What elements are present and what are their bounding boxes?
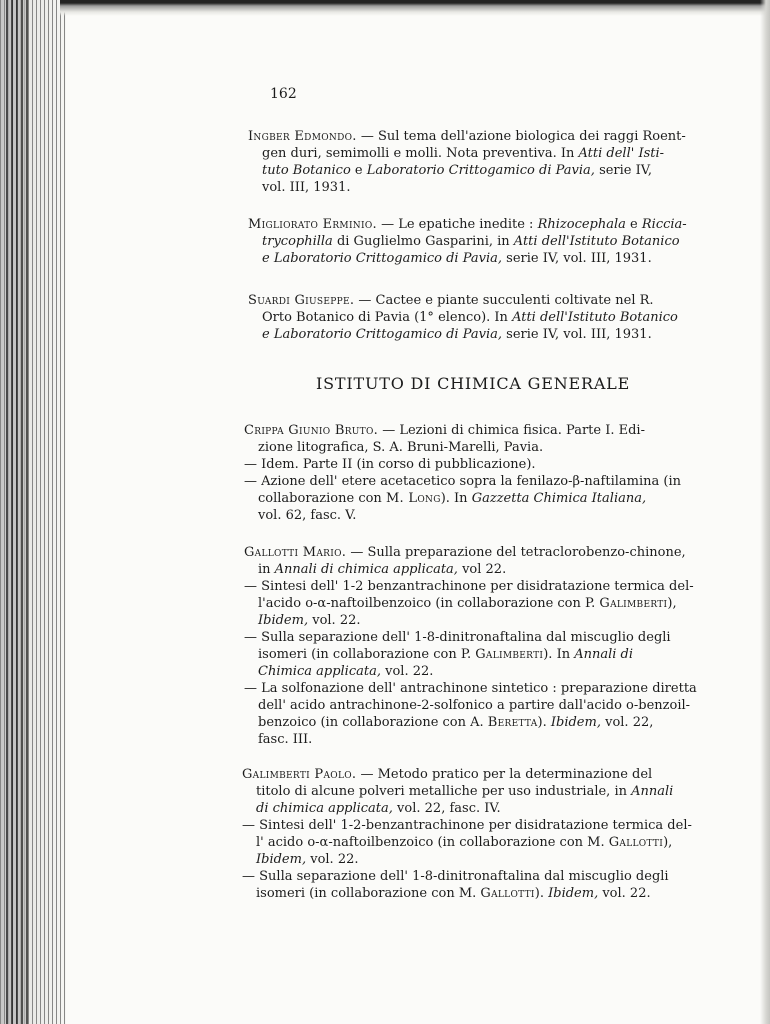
entry-text: serie IV, vol. III, 1931. (502, 327, 652, 342)
entry-text: — Sintesi dell' 1-2-benzantrachinone per disidratazione termica del- (242, 818, 692, 833)
collaborator-name: Gallotti (608, 835, 664, 850)
entry-text: e (625, 217, 642, 232)
entry-text: isomeri (in collaborazione con P. (258, 647, 476, 662)
entry-text: fasc. III. (258, 732, 313, 747)
journal-title: Atti dell'Istituto Botanico (513, 234, 680, 249)
entry-text: ), (663, 835, 673, 850)
journal-title: Ibidem, (550, 715, 601, 730)
entry-text: l' acido o-α-naftoilbenzoico (in collaborazione con M. (256, 835, 609, 850)
section-title: ISTITUTO DI CHIMICA GENERALE (316, 374, 631, 393)
journal-title: Annali di chimica applicata, (274, 562, 458, 577)
page-top-edge (60, 0, 770, 16)
page-right-edge (760, 0, 770, 1024)
collaborator-name: Galimberti (599, 596, 668, 611)
entry-text: ). (537, 715, 551, 730)
entry-text: — Le epatiche inedite : (376, 217, 538, 232)
entry-text: — Sul tema dell'azione biologica dei raggi Roent- (356, 129, 686, 144)
journal-title: Annali (631, 784, 674, 799)
author-name: Crippa Giunio Bruto. (244, 423, 379, 438)
page-number: 162 (270, 86, 297, 102)
entry-text: ). In (440, 491, 472, 506)
journal-title: Atti dell' Isti- (578, 146, 665, 161)
entry-crippa (244, 422, 686, 524)
entry-text: — Sintesi dell' 1-2 benzantrachinone per disidratazione termica del- (244, 579, 694, 594)
journal-title: Ibidem, (256, 852, 307, 867)
entry-text: ). In (543, 647, 575, 662)
entry-text: — Azione dell' etere acetacetico sopra la fenilazo-β-naftilamina (in (244, 474, 681, 489)
entry-text: dell' acido antrachinone-2-solfonico a partire dall'acido o-benzoil- (258, 698, 691, 713)
journal-title: tuto Botanico (262, 163, 351, 178)
entry-text: vol 22. (457, 562, 507, 577)
entry-text: vol. 62, fasc. V. (258, 508, 357, 523)
collaborator-name: Beretta (487, 715, 538, 730)
entry-text: di Guglielmo Gasparini, in (332, 234, 514, 249)
author-name: Migliorato Erminio. (248, 217, 377, 232)
taxon-name: Rhizocephala (537, 217, 626, 232)
journal-title: Laboratorio Crittogamico di Pavia, (366, 163, 595, 178)
entry-text: — Idem. Parte II (in corso di pubblicazione). (244, 457, 536, 472)
entry-text: vol. 22, (600, 715, 654, 730)
entry-text: vol. 22. (598, 886, 651, 901)
entry-text: vol. 22. (306, 852, 359, 867)
taxon-name: trycophilla (262, 234, 333, 249)
entry-text: serie IV, (594, 163, 653, 178)
author-name: Galimberti Paolo. (242, 767, 357, 782)
entry-text: vol. 22. (380, 664, 434, 679)
entry-text: — La solfonazione dell' antrachinone sintetico : preparazione diretta (244, 681, 697, 696)
entry-text: benzoico (in collaborazione con A. (258, 715, 488, 730)
entry-text: vol. III, 1931. (262, 180, 351, 195)
entry-text: — Sulla preparazione del tetraclorobenzo-chinone, (346, 545, 686, 560)
journal-title: Atti dell'Istituto Botanico (512, 310, 678, 325)
entry-galimberti (242, 766, 692, 902)
entry-text: in (258, 562, 275, 577)
entry-ingber (248, 128, 686, 196)
entry-text: — Cactee e piante succulenti coltivate nel R. (354, 293, 654, 308)
entry-text: l'acido o-α-naftoilbenzoico (in collaborazione con P. (258, 596, 600, 611)
entry-text: serie IV, vol. III, 1931. (502, 251, 652, 266)
entry-text: — Lezioni di chimica fisica. Parte I. Edi- (378, 423, 645, 438)
journal-title: Annali di (574, 647, 634, 662)
collaborator-name: Gallotti (480, 886, 535, 901)
entry-text: e (350, 163, 367, 178)
collaborator-name: Galimberti (475, 647, 544, 662)
entry-text: ), (667, 596, 677, 611)
journal-title: Chimica applicata, (258, 664, 381, 679)
entry-text: — Sulla separazione dell' 1-8-dinitronaftalina dal miscuglio degli (244, 630, 671, 645)
entry-text: vol. 22. (308, 613, 361, 628)
entry-text: zione litografica, S. A. Bruni-Marelli, Pavia. (258, 440, 544, 455)
entry-text: collaborazione con (258, 491, 386, 506)
author-name: Gallotti Mario. (244, 545, 347, 560)
entry-text: isomeri (in collaborazione con M. (256, 886, 481, 901)
journal-title: e Laboratorio Crittogamico di Pavia, (262, 327, 503, 342)
author-name: Ingber Edmondo. (248, 129, 357, 144)
entry-text: ). (534, 886, 549, 901)
journal-title: e Laboratorio Crittogamico di Pavia, (262, 251, 503, 266)
entry-text: gen duri, semimolli e molli. Nota preventiva. In (262, 146, 579, 161)
entry-suardi (248, 292, 686, 343)
entry-text: Orto Botanico di Pavia (1° elenco). In (262, 310, 513, 325)
journal-title: Ibidem, (258, 613, 309, 628)
taxon-name: Riccia- (641, 217, 687, 232)
book-spine-edge (6, 0, 28, 1024)
journal-title: Gazzetta Chimica Italiana, (471, 491, 647, 506)
journal-title: di chimica applicata, (256, 801, 393, 816)
entry-text: — Metodo pratico per la determinazione del (356, 767, 653, 782)
journal-title: Ibidem, (548, 886, 599, 901)
entry-text: — Sulla separazione dell' 1-8-dinitronaftalina dal miscuglio degli (242, 869, 669, 884)
entry-gallotti (244, 544, 697, 748)
collaborator-name: M. Long (385, 491, 441, 506)
entry-text: vol. 22, fasc. IV. (392, 801, 501, 816)
entry-text: titolo di alcune polveri metalliche per uso industriale, in (256, 784, 632, 799)
entry-migliorato (248, 216, 686, 267)
author-name: Suardi Giuseppe. (248, 293, 355, 308)
